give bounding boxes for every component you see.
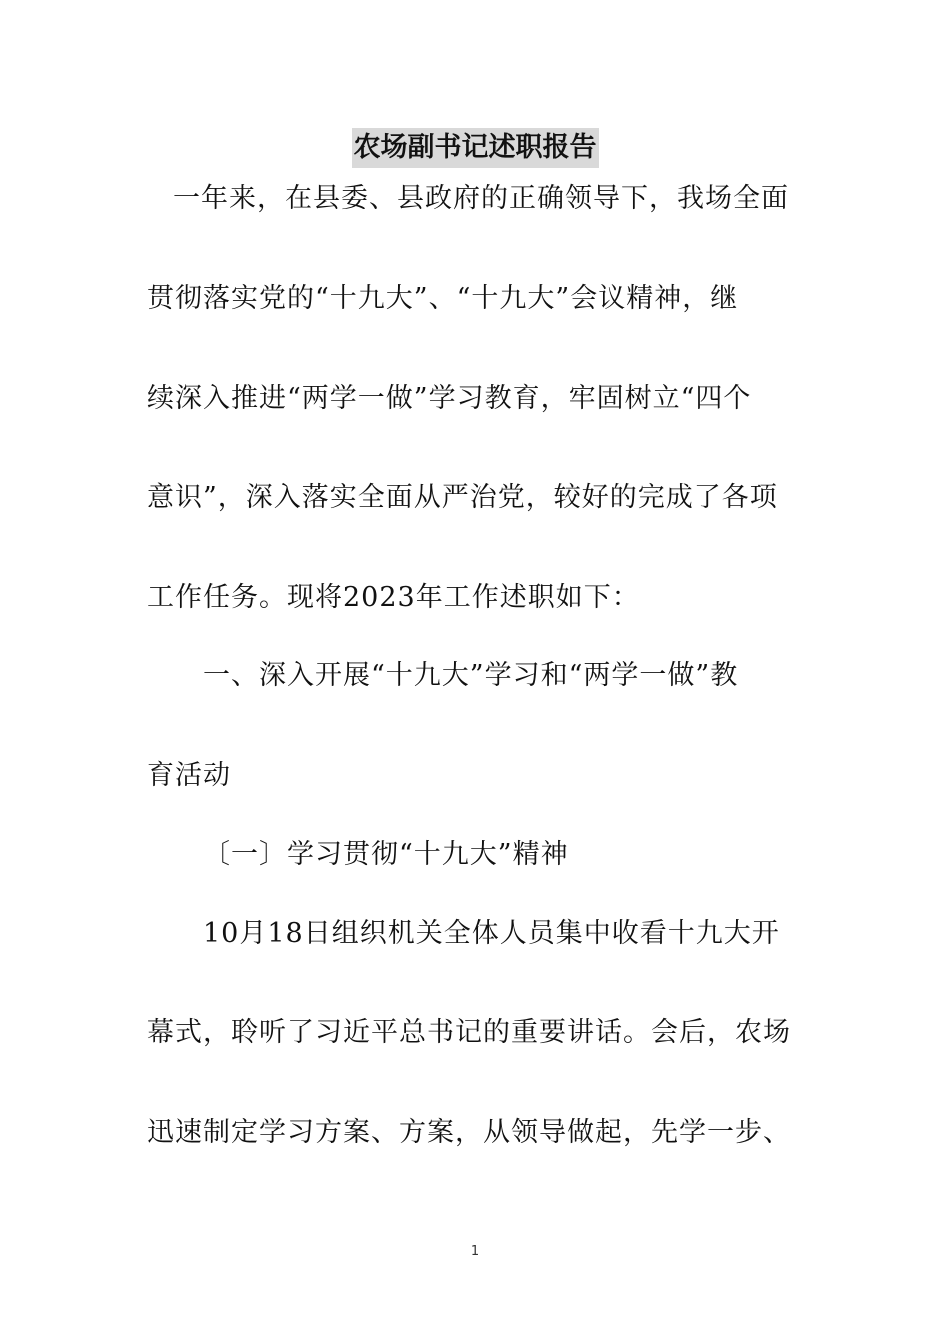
- title-container: [0, 128, 950, 168]
- subsection-heading: 〔一〕学习贯彻“十九大”精神: [203, 839, 569, 870]
- paragraph-line: 一年来，在县委、县政府的正确领导下，我场全面: [173, 183, 789, 214]
- paragraph-line: 迅速制定学习方案、方案，从领导做起，先学一步、: [147, 1117, 791, 1148]
- paragraph-line: 10月18日组织机关全体人员集中收看十九大开: [203, 918, 780, 949]
- document-title: 农场副书记述职报告: [352, 128, 599, 168]
- paragraph-line: 贯彻落实党的“十九大”、“十九大”会议精神，继: [147, 283, 739, 314]
- paragraph-line: 续深入推进“两学一做”学习教育，牢固树立“四个: [147, 383, 752, 414]
- section-heading-line: 一、深入开展“十九大”学习和“两学一做”教: [203, 660, 739, 691]
- section-heading-line: 育活动: [147, 760, 231, 791]
- paragraph-line: 意识”，深入落实全面从严治党，较好的完成了各项: [147, 482, 778, 513]
- page-number: 1: [470, 1244, 480, 1259]
- paragraph-line: 幕式，聆听了习近平总书记的重要讲话。会后，农场: [147, 1017, 791, 1048]
- paragraph-line: 工作任务。现将2023年工作述职如下：: [147, 582, 640, 613]
